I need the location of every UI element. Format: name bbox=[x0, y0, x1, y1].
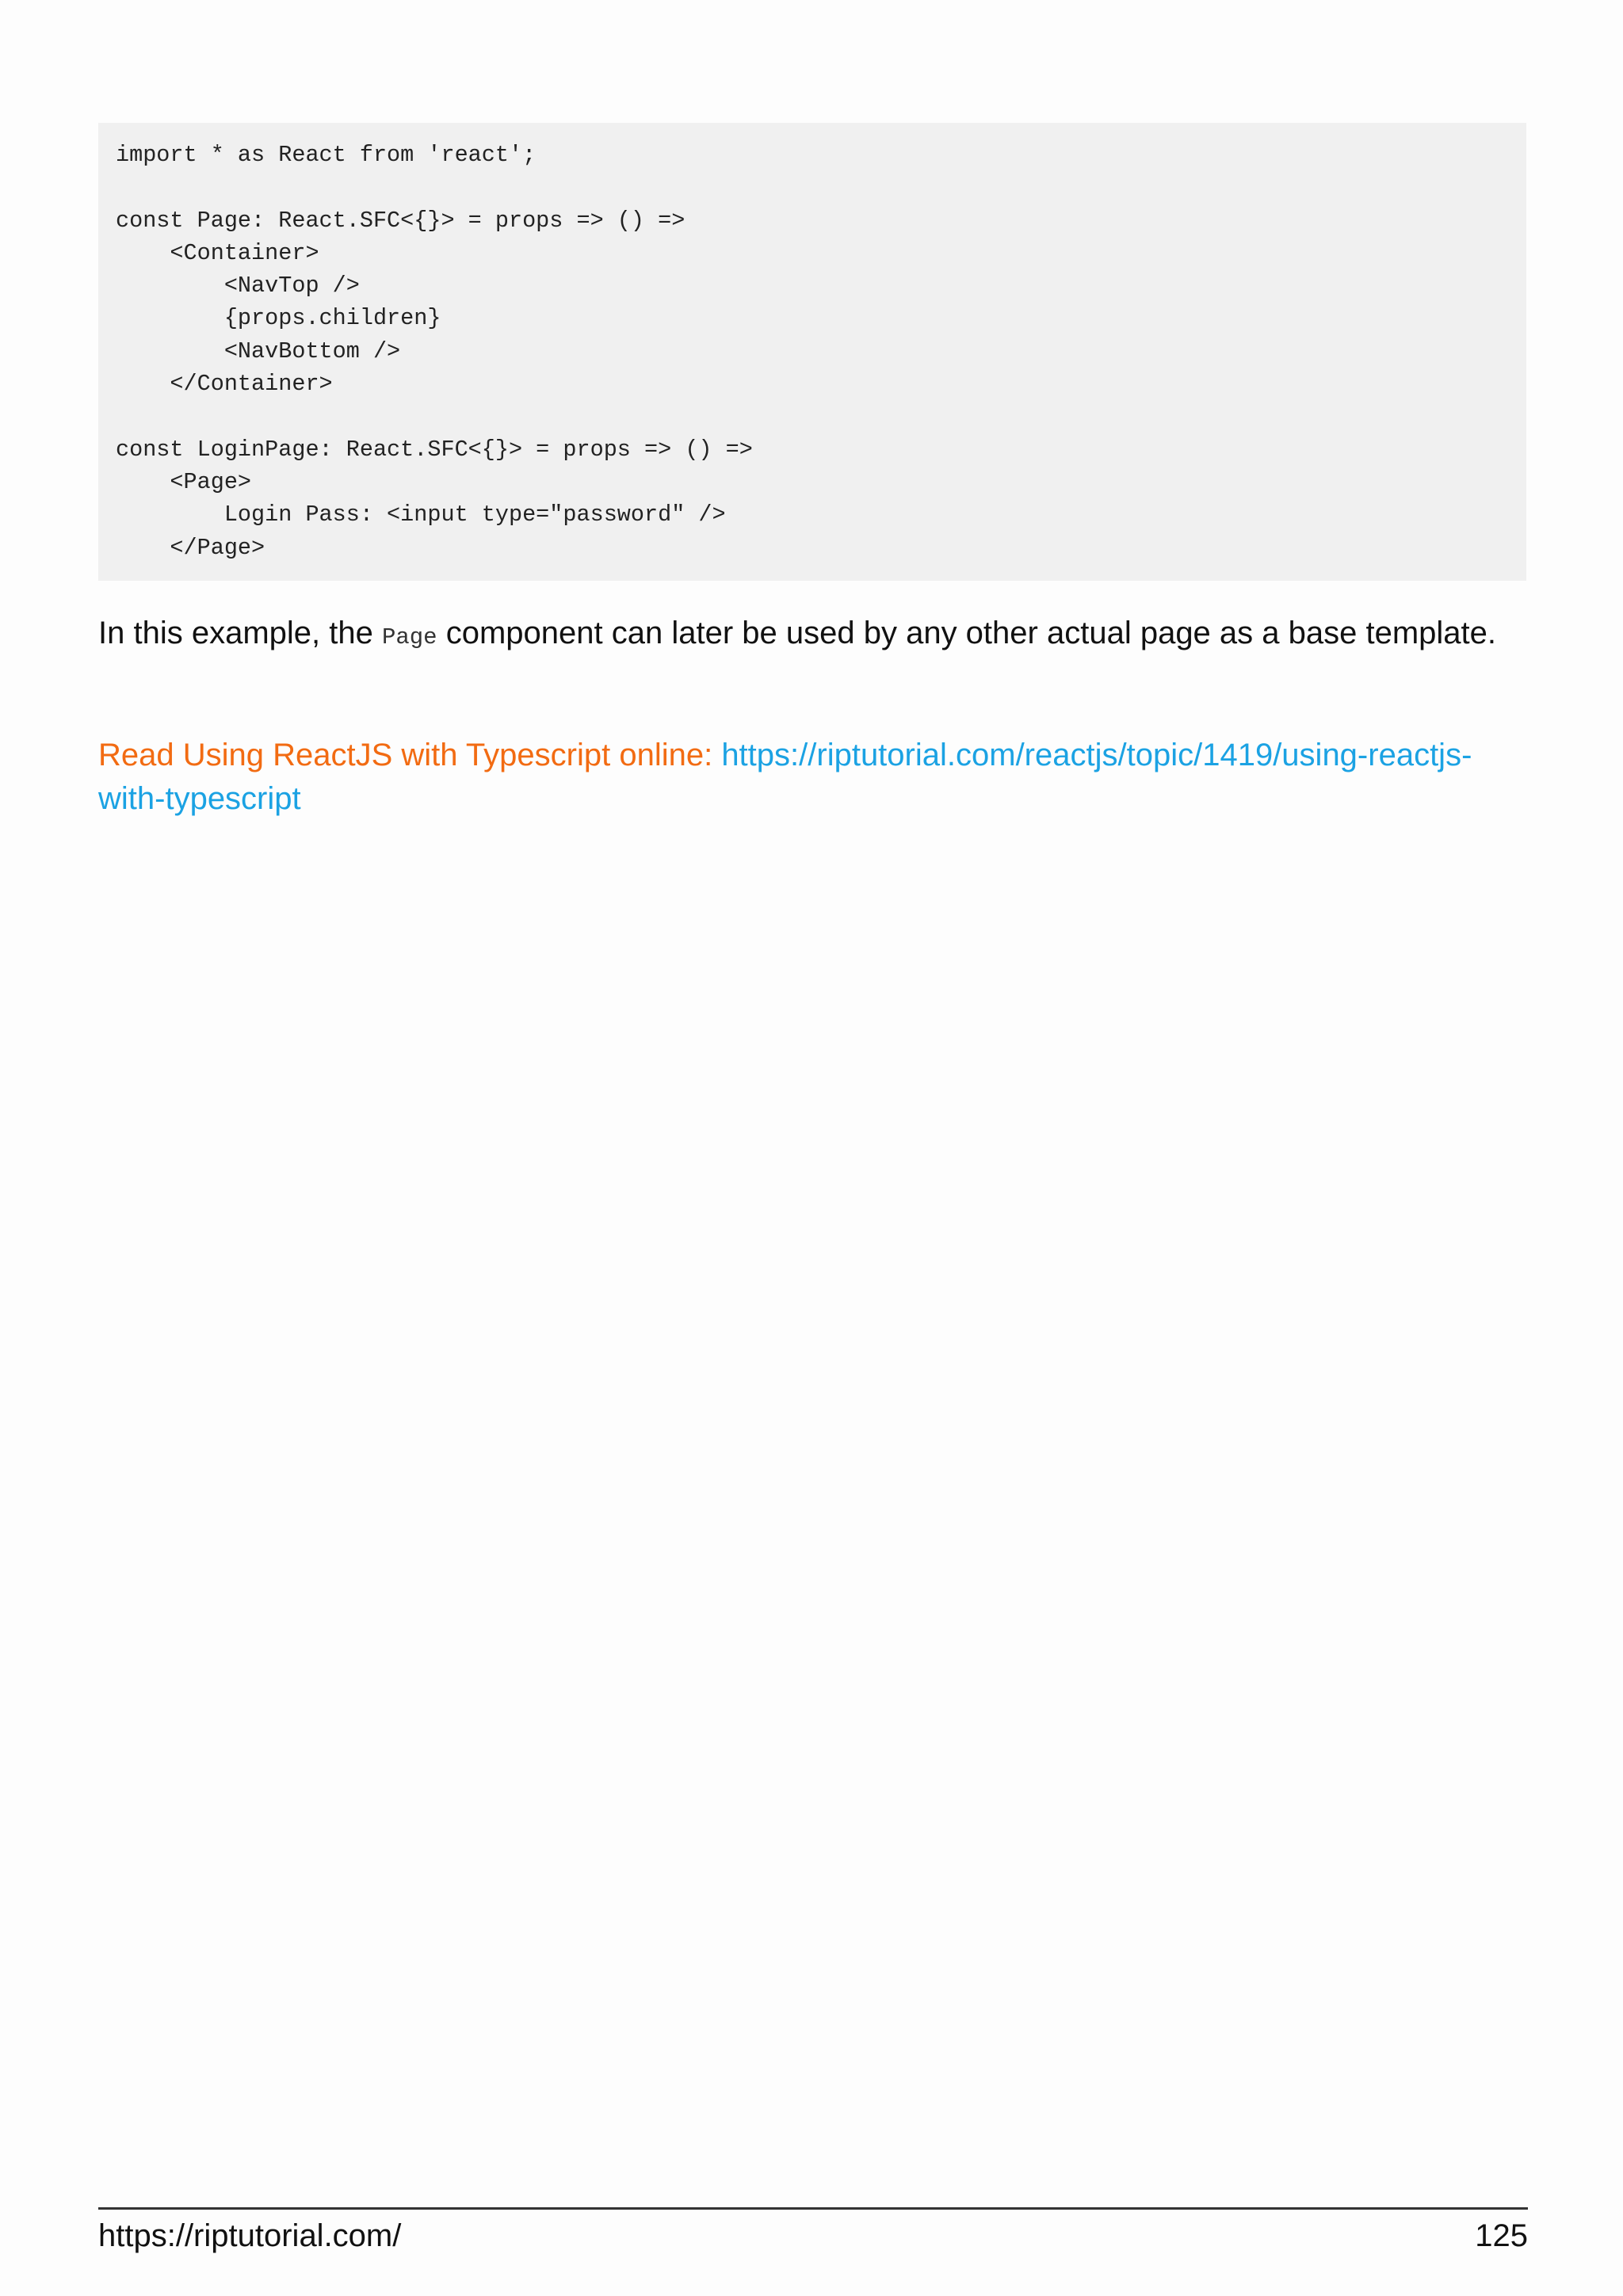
code-line: </Container> bbox=[116, 371, 333, 398]
code-line bbox=[116, 400, 1509, 433]
topic-link[interactable]: https://riptutorial.com/reactjs/topic/1419/using-reactjs-with-typescript bbox=[98, 738, 1472, 816]
read-online-line bbox=[98, 734, 1525, 821]
code-line: <Container> bbox=[116, 239, 319, 266]
inline-code: Page bbox=[381, 624, 437, 650]
code-block bbox=[98, 123, 1526, 581]
code-line: <NavBottom /> bbox=[116, 338, 401, 364]
code-line: <Page> bbox=[116, 468, 252, 495]
page-number: 125 bbox=[1475, 2218, 1528, 2253]
body-paragraph bbox=[98, 612, 1525, 659]
code-line: </Page> bbox=[116, 534, 265, 561]
paragraph-text-before: In this example, the bbox=[98, 616, 382, 650]
footer-url: https://riptutorial.com/ bbox=[98, 2218, 402, 2253]
code-line bbox=[116, 171, 1509, 204]
code-line: import * as React from 'react'; bbox=[116, 142, 537, 168]
footer-divider bbox=[98, 2207, 1528, 2210]
read-online-label: Read Using ReactJS with Typescript online: bbox=[98, 738, 722, 772]
paragraph-text-after: component can later be used by any other actual page as a base template. bbox=[437, 616, 1497, 650]
code-line: Login Pass: <input type="password" /> bbox=[116, 502, 726, 528]
code-line: const LoginPage: React.SFC<{}> = props => () => bbox=[116, 436, 753, 463]
code-line: <NavTop /> bbox=[116, 273, 360, 299]
code-line: const Page: React.SFC<{}> = props => () => bbox=[116, 207, 685, 234]
code-line: {props.children} bbox=[116, 305, 441, 332]
